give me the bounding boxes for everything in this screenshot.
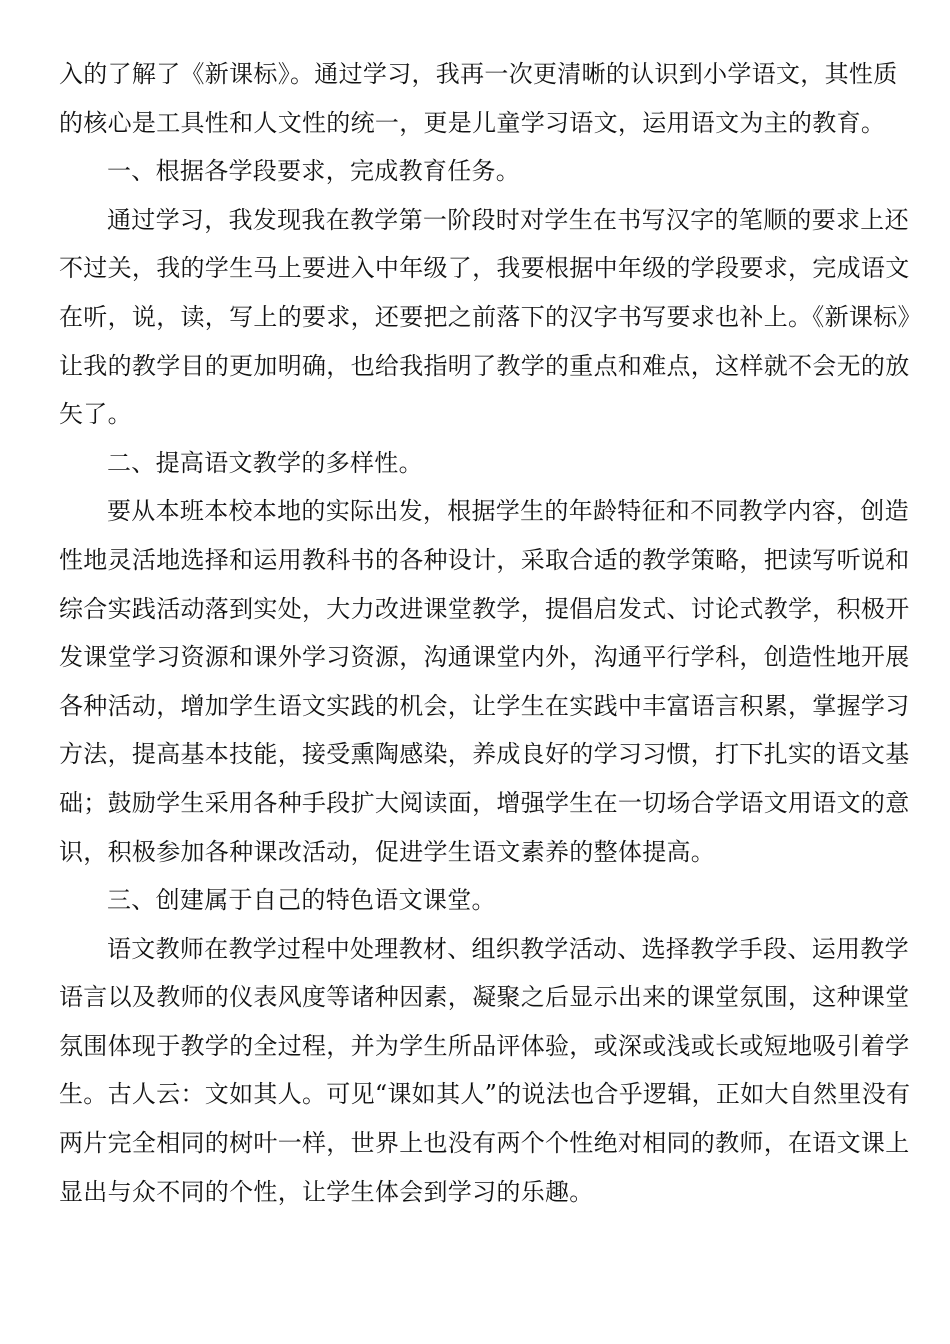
text-line: 语言以及教师的仪表风度等诸种因素，凝聚之后显示出来的课堂氛围，这种课堂 (59, 983, 910, 1012)
text-line: 在听，说，读，写上的要求，还要把之前落下的汉字书写要求也补上。《新课标》 (59, 302, 922, 331)
text-line: 综合实践活动落到实处，大力改进课堂教学，提倡启发式、讨论式教学，积极开 (59, 594, 910, 623)
section-heading: 一、根据各学段要求，完成教育任务。 (107, 157, 521, 186)
text-line: 不过关，我的学生马上要进入中年级了，我要根据中年级的学段要求，完成语文 (59, 254, 910, 283)
text-line: 通过学习，我发现我在教学第一阶段时对学生在书写汉字的笔顺的要求上还 (107, 205, 909, 234)
text-line: 两片完全相同的树叶一样，世界上也没有两个个性绝对相同的教师，在语文课上 (59, 1129, 910, 1158)
section-heading: 三、创建属于自己的特色语文课堂。 (107, 886, 496, 915)
text-line: 显出与众不同的个性，让学生体会到学习的乐趣。 (59, 1177, 594, 1206)
text-line: 要从本班本校本地的实际出发，根据学生的年龄特征和不同教学内容，创造 (107, 497, 909, 526)
document-page (59, 50, 922, 1216)
text-line: 性地灵活地选择和运用教科书的各种设计，采取合适的教学策略，把读写听说和 (59, 545, 910, 574)
text-line: 矢了。 (59, 400, 132, 429)
text-line: 发课堂学习资源和课外学习资源，沟通课堂内外，沟通平行学科，创造性地开展 (59, 643, 910, 672)
text-line: 方法，提高基本技能，接受熏陶感染，养成良好的学习习惯，打下扎实的语文基 (59, 740, 910, 769)
text-line: 识，积极参加各种课改活动，促进学生语文素养的整体提高。 (59, 837, 716, 866)
text-line: 氛围体现于教学的全过程，并为学生所品评体验，或深或浅或长或短地吸引着学 (59, 1031, 910, 1060)
text-line: 让我的教学目的更加明确，也给我指明了教学的重点和难点，这样就不会无的放 (59, 351, 910, 380)
text-line: 础；鼓励学生采用各种手段扩大阅读面，增强学生在一切场合学语文用语文的意 (59, 788, 910, 817)
text-line: 各种活动，增加学生语文实践的机会，让学生在实践中丰富语言积累，掌握学习 (59, 691, 910, 720)
text-line: 语文教师在教学过程中处理教材、组织教学活动、选择教学手段、运用教学 (107, 934, 909, 963)
text-line: 生。古人云：文如其人。可见“课如其人”的说法也合乎逻辑，正如大自然里没有 (59, 1080, 911, 1109)
text-line: 入的了解了《新课标》。通过学习，我再一次更清晰的认识到小学语文，其性质 (59, 60, 898, 88)
text-line: 的核心是工具性和人文性的统一，更是儿童学习语文，运用语文为主的教育。 (59, 108, 886, 137)
section-heading: 二、提高语文教学的多样性。 (107, 448, 423, 477)
